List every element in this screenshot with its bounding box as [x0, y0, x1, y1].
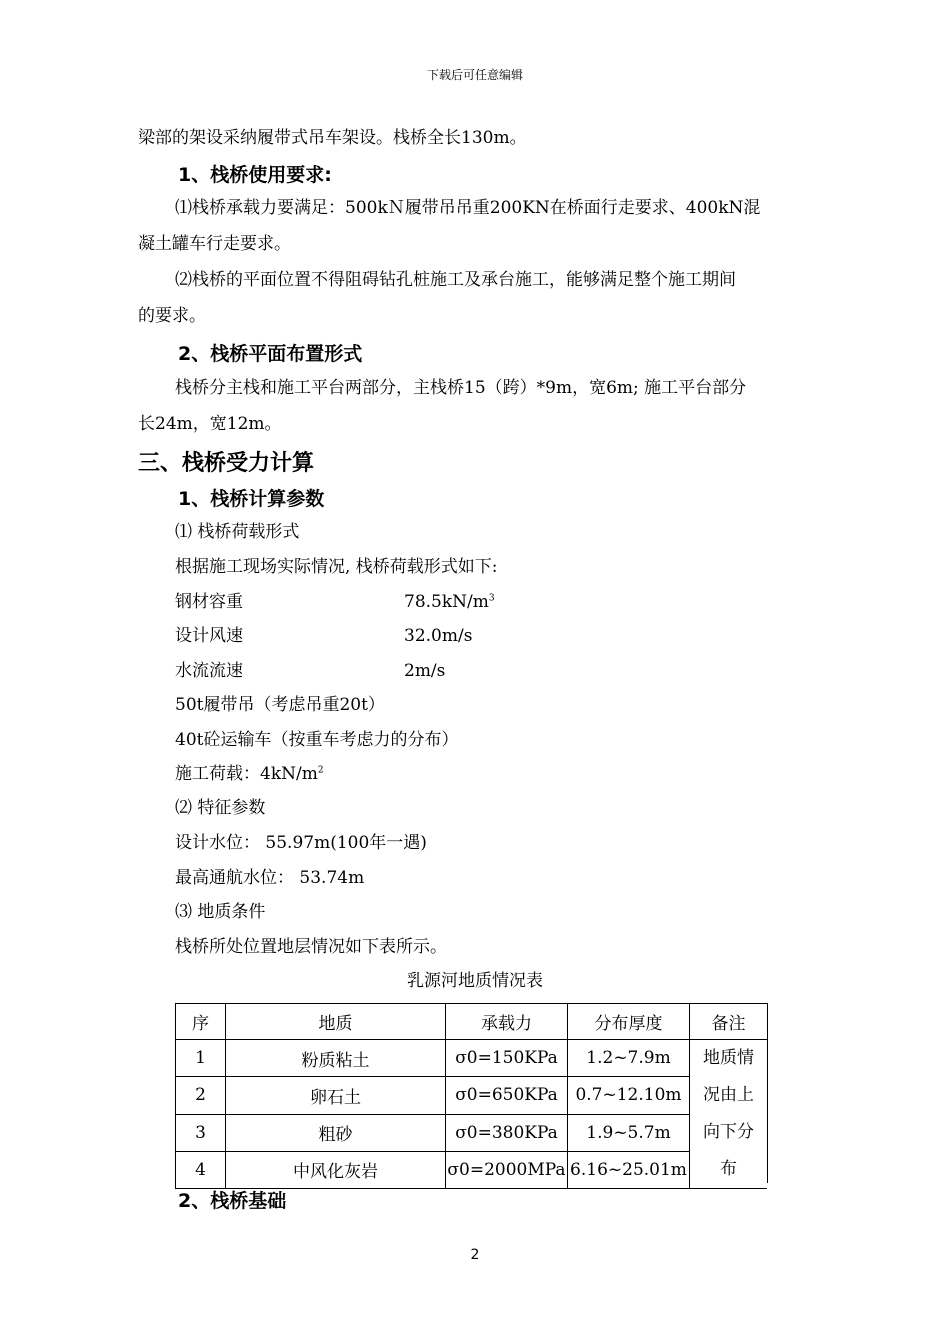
- navigation-water-level: 最高通航水位： 53.74m: [175, 868, 365, 888]
- requirement-1-line-2: 凝土罐车行走要求。: [138, 234, 291, 254]
- steel-weight-row: [175, 591, 575, 613]
- steel-weight-value: $78.5kN/m^3$: [404, 592, 495, 612]
- note-cell: [690, 1040, 768, 1189]
- section-heading: 三、栈桥受力计算: [138, 451, 315, 476]
- table-row: [176, 1040, 768, 1077]
- note-line: 地质情: [703, 1048, 754, 1068]
- construction-load: 施工荷载：$4kN/m^2$: [175, 764, 324, 784]
- crane-load: 50t履带吊（考虑吊重20t）: [175, 695, 385, 715]
- requirement-2-line-1: ⑵栈桥的平面位置不得阻碍钻孔桩施工及承台施工，能够满足整个施工期间: [175, 270, 736, 290]
- wind-speed-row: [175, 625, 575, 647]
- header-cell-capacity: 承载力: [446, 1004, 568, 1040]
- geology-title: ⑶ 地质条件: [175, 902, 266, 922]
- heading-plan-layout: 2、栈桥平面布置形式: [178, 343, 363, 365]
- cell-index: 1: [176, 1040, 226, 1077]
- note-line: 向下分: [703, 1122, 754, 1142]
- table-row: [176, 1077, 768, 1114]
- note-line: 况由上: [703, 1085, 754, 1105]
- intro-text: 梁部的架设采纳履带式吊车架设。栈桥全长130m。: [138, 128, 527, 148]
- cell-geology: 卵石土: [226, 1077, 446, 1114]
- header-cell-note: 备注: [690, 1004, 768, 1040]
- cell-capacity: σ0=380KPa: [446, 1114, 568, 1151]
- cell-index: 3: [176, 1114, 226, 1151]
- note-line: 布: [720, 1159, 737, 1179]
- geology-intro: 栈桥所处位置地层情况如下表所示。: [175, 937, 447, 957]
- cell-thickness: 1.2~7.9m: [568, 1040, 690, 1077]
- wind-speed-label: 设计风速: [175, 626, 243, 646]
- cell-geology: 中风化灰岩: [226, 1151, 446, 1188]
- table-row: [176, 1151, 768, 1188]
- cell-geology: 粗砂: [226, 1114, 446, 1151]
- cell-thickness: 0.7~12.10m: [568, 1077, 690, 1114]
- load-form-title: ⑴ 栈桥荷载形式: [175, 522, 300, 542]
- table-right-rule: [767, 1003, 768, 1183]
- table-header-row: [176, 1004, 768, 1040]
- geology-table: [175, 1003, 767, 1189]
- wind-speed-value: 32.0m/s: [404, 626, 473, 646]
- table-caption: 乳源河地质情况表: [407, 971, 543, 991]
- cell-thickness: 6.16~25.01m: [568, 1151, 690, 1188]
- table-row: [176, 1114, 768, 1151]
- header-cell-geology: 地质: [226, 1004, 446, 1040]
- cell-index: 4: [176, 1151, 226, 1188]
- cell-capacity: σ0=650KPa: [446, 1077, 568, 1114]
- header-cell-thickness: 分布厚度: [568, 1004, 690, 1040]
- header-cell-index: 序: [176, 1004, 226, 1040]
- cell-thickness: 1.9~5.7m: [568, 1114, 690, 1151]
- cell-capacity: σ0=150KPa: [446, 1040, 568, 1077]
- heading-calc-params: 1、栈桥计算参数: [178, 488, 325, 510]
- page-header: 下载后可任意编辑: [426, 68, 523, 82]
- layout-line-2: 长24m，宽12m。: [138, 414, 282, 434]
- flow-speed-row: [175, 660, 575, 682]
- cell-index: 2: [176, 1077, 226, 1114]
- truck-load: 40t砼运输车（按重车考虑力的分布）: [175, 730, 459, 750]
- steel-weight-label: 钢材容重: [175, 592, 243, 612]
- cell-geology: 粉质粘土: [226, 1040, 446, 1077]
- requirement-1-line-1: ⑴栈桥承载力要满足：500kＮ履带吊吊重200KN在桥面行走要求、400kN混: [175, 198, 761, 218]
- cell-capacity: σ0=2000MPa: [446, 1151, 568, 1188]
- heading-usage-requirements: 1、栈桥使用要求:: [178, 164, 332, 186]
- page-number: 2: [470, 1247, 480, 1263]
- feature-params-title: ⑵ 特征参数: [175, 798, 266, 818]
- design-water-level: 设计水位： 55.97m(100年一遇): [175, 833, 427, 853]
- layout-line-1: 栈桥分主栈和施工平台两部分，主栈桥15（跨）*9m，宽6m; 施工平台部分: [175, 378, 747, 398]
- heading-foundation: 2、栈桥基础: [178, 1190, 287, 1212]
- flow-speed-label: 水流流速: [175, 661, 243, 681]
- load-form-intro: 根据施工现场实际情况, 栈桥荷载形式如下:: [175, 557, 498, 577]
- requirement-2-line-2: 的要求。: [138, 306, 206, 326]
- flow-speed-value: 2m/s: [404, 661, 446, 681]
